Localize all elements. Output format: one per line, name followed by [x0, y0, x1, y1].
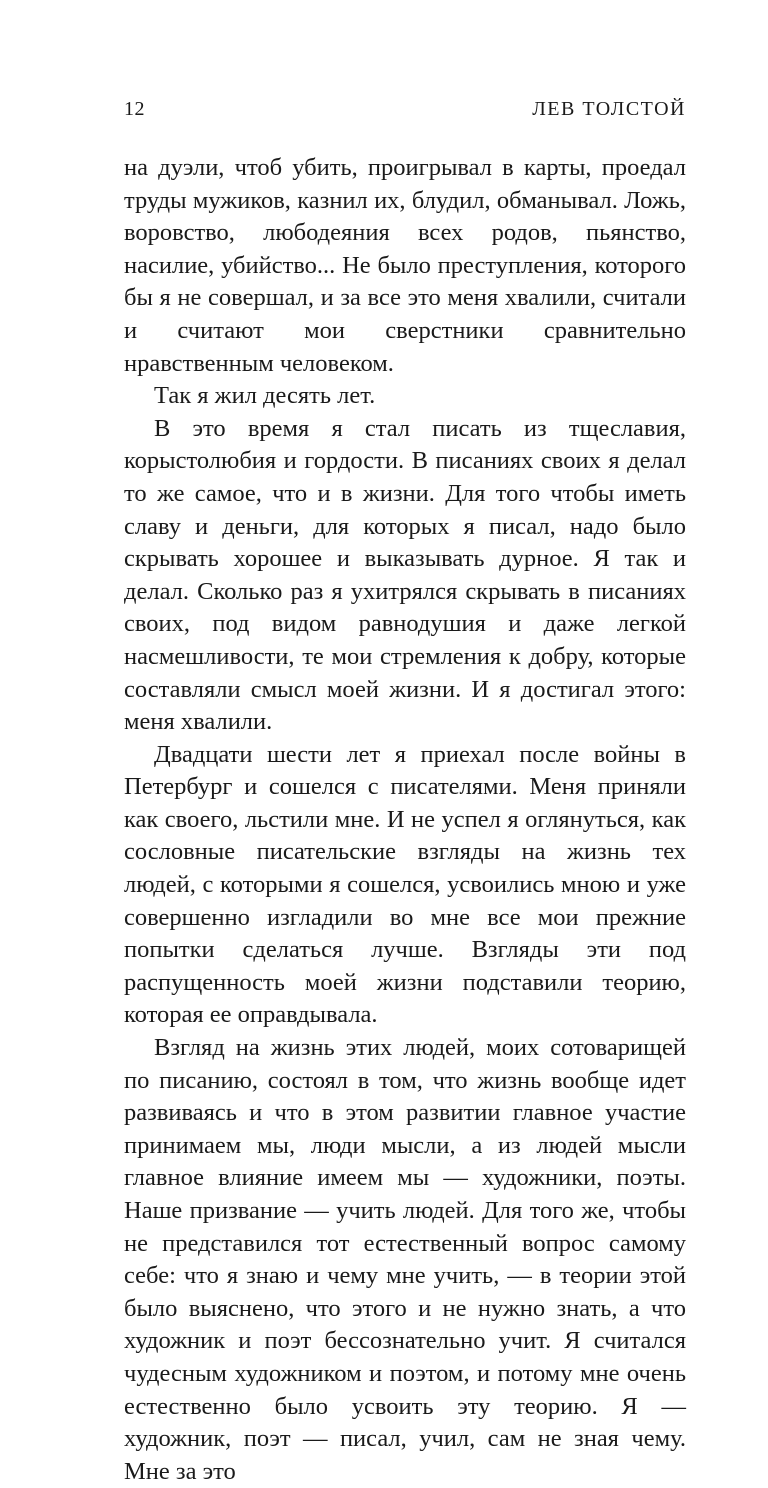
paragraph: Взгляд на жизнь этих людей, моих сотоварищей по писанию, состоял в том, что жизнь вообще идет развиваясь и что в этом развитии главное участие принимаем мы, люди мысли, а из людей мысли главное влияние имеем мы — художники, поэты. Наше призвание — учить людей. Для того же, чтобы не представился тот естественный вопрос самому себе: что я знаю и чему мне учить, — в теории этой было выяснено, что этого и не нужно знать, а что художник и поэт бессознательно учит. Я считался чудесным художником и поэтом, и потому мне очень естественно было усвоить эту теорию. Я — художник, поэт — писал, учил, сам не зная чему. Мне за это	[124, 1034, 686, 1485]
paragraph: Так я жил десять лет.	[154, 382, 376, 410]
paragraph: Двадцати шести лет я приехал после войны в Петербург и сошелся с писателями. Меня приняли как своего, льстили мне. И не успел я оглянуться, как сословные писательские взгляды на жизнь тех людей, с которыми я сошелся, усвоились мною и уже совершенно изгладили во мне все мои прежние попытки сделаться лучше. Взгляды эти под распущенность моей жизни подставили теорию, которая ее оправдывала.	[124, 740, 686, 1029]
paragraph: В это время я стал писать из тщеславия, корыстолюбия и гордости. В писаниях своих я делал то же самое, что и в жизни. Для того чтобы иметь славу и деньги, для которых я писал, надо было скрывать хорошее и выказывать дурное. Я так и делал. Сколько раз я ухитрялся скрывать в писаниях своих, под видом равнодушия и даже легкой насмешливости, те мои стремления к добру, которые составляли смысл моей жизни. И я достигал этого: меня хвалили.	[124, 414, 686, 736]
paragraph-continued: на дуэли, чтоб убить, проигрывал в карты, проедал труды мужиков, казнил их, блудил, обманывал. Ложь, воровство, любодеяния всех родов, пьянство, насилие, убийство... Не было преступления, которого бы я не совершал, и за все это меня хвалили, считали и считают мои сверстники сравнительно нравственным человеком.	[124, 154, 686, 377]
running-head	[124, 98, 686, 128]
body-text	[124, 152, 686, 1488]
page-number: 12	[124, 98, 145, 120]
running-title: ЛЕВ ТОЛСТОЙ	[532, 98, 686, 120]
